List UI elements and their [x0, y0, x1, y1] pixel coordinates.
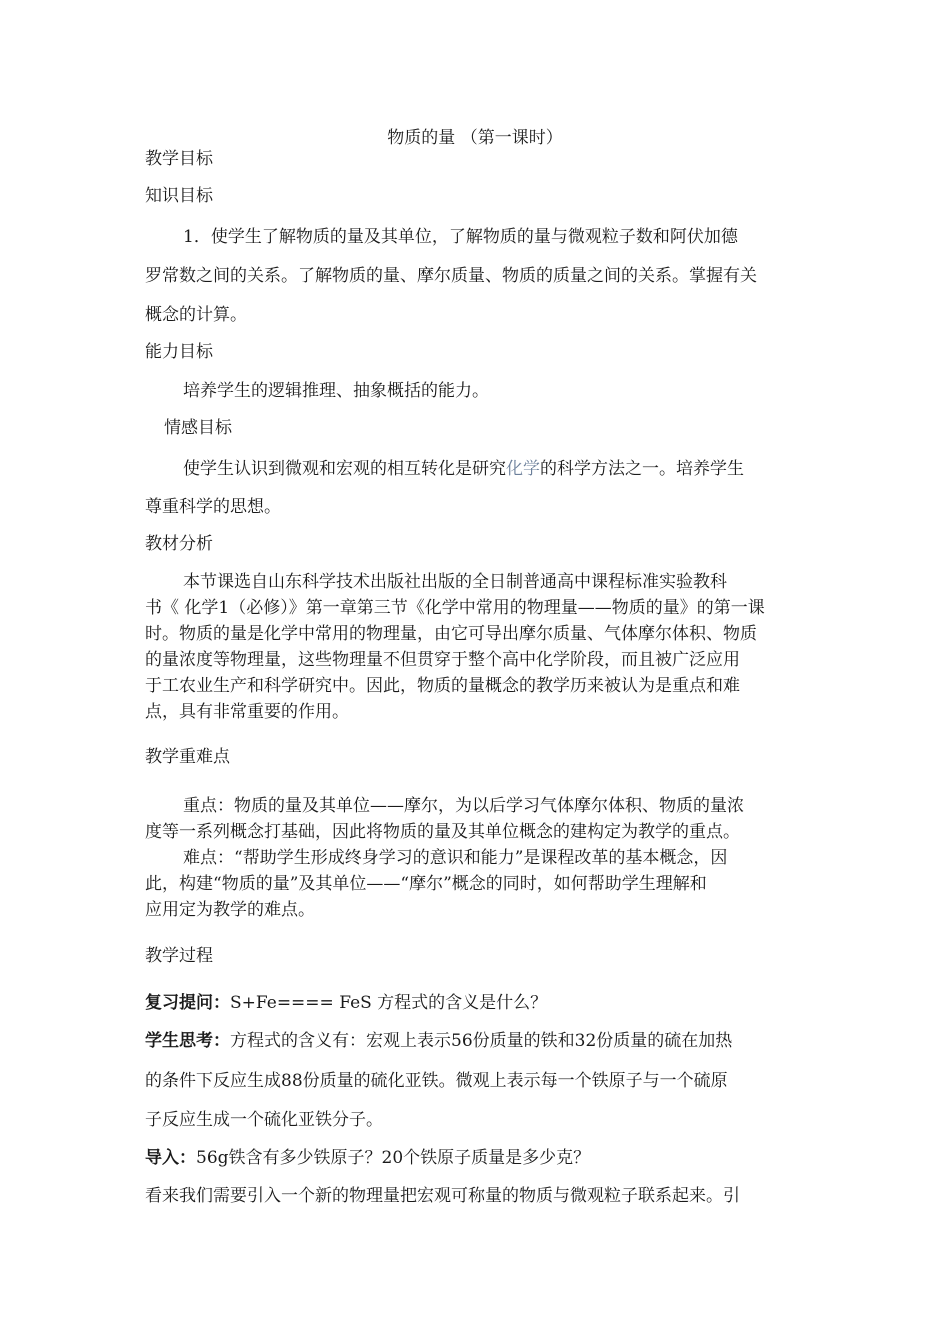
heading-material: 教材分析: [145, 534, 213, 554]
key-points-line-1: 重点：物质的量及其单位——摩尔，为以后学习气体摩尔体积、物质的量浓: [183, 796, 744, 816]
knowledge-line-1: 1．使学生了解物质的量及其单位，了解物质的量与微观粒子数和阿伏加德: [183, 227, 738, 247]
knowledge-line-2: 罗常数之间的关系。了解物质的量、摩尔质量、物质的质量之间的关系。掌握有关: [145, 266, 757, 286]
key-points-line-5: 应用定为教学的难点。: [145, 900, 315, 920]
heading-ability: 能力目标: [145, 342, 213, 362]
material-line-6: 点，具有非常重要的作用。: [145, 702, 349, 722]
document-title: 物质的量 （第一课时）: [387, 128, 563, 148]
intro-text: 56g铁含有多少铁原子？20个铁原子质量是多少克？: [196, 1148, 591, 1168]
emotion-line-2: 尊重科学的思想。: [145, 497, 281, 517]
key-points-line-2: 度等一系列概念打基础，因此将物质的量及其单位概念的建构定为教学的重点。: [145, 822, 740, 842]
review-question: [145, 991, 547, 1015]
heading-process: 教学过程: [145, 946, 213, 966]
material-line-5: 于工农业生产和科学研究中。因此，物质的量概念的教学历来被认为是重点和难: [145, 676, 740, 696]
emotion-line-1-part-c: 的科学方法之一。培养学生: [540, 459, 744, 479]
review-text: S+Fe==== FeS 方程式的含义是什么？: [230, 993, 548, 1013]
material-line-3: 时。物质的量是化学中常用的物理量，由它可导出摩尔质量、气体摩尔体积、物质: [145, 624, 757, 644]
think-line-2: 的条件下反应生成88份质量的硫化亚铁。微观上表示每一个铁原子与一个硫原: [145, 1071, 728, 1091]
material-line-2: 书《 化学1（必修）》第一章第三节《化学中常用的物理量——物质的量》的第一课: [145, 598, 765, 618]
intro: [145, 1146, 590, 1170]
emotion-line-1: [183, 457, 744, 481]
think-line-1: 方程式的含义有：宏观上表示56份质量的铁和32份质量的硫在加热: [230, 1031, 733, 1051]
heading-key-points: 教学重难点: [145, 747, 230, 767]
review-label: 复习提问：: [145, 993, 230, 1013]
heading-objectives: 教学目标: [145, 149, 213, 169]
emotion-line-1-link-chemistry: 化学: [506, 459, 540, 479]
material-line-1: 本节课选自山东科学技术出版社出版的全日制普通高中课程标准实验教科: [183, 572, 727, 592]
think-line-3: 子反应生成一个硫化亚铁分子。: [145, 1110, 383, 1130]
heading-knowledge: 知识目标: [145, 186, 213, 206]
knowledge-line-3: 概念的计算。: [145, 305, 247, 325]
think-label: 学生思考：: [145, 1031, 230, 1051]
material-line-4: 的量浓度等物理量，这些物理量不但贯穿于整个高中化学阶段，而且被广泛应用: [145, 650, 740, 670]
student-think: [145, 1029, 732, 1053]
intro-label: 导入：: [145, 1148, 196, 1168]
emotion-line-1-part-a: 使学生认识到微观和宏观的相互转化是研究: [183, 459, 506, 479]
ability-line-1: 培养学生的逻辑推理、抽象概括的能力。: [183, 381, 489, 401]
heading-emotion: 情感目标: [164, 418, 232, 438]
key-points-line-4: 此，构建“物质的量”及其单位——“摩尔”概念的同时，如何帮助学生理解和: [145, 874, 707, 894]
key-points-line-3: 难点：“帮助学生形成终身学习的意识和能力”是课程改革的基本概念，因: [183, 848, 728, 868]
last-line: 看来我们需要引入一个新的物理量把宏观可称量的物质与微观粒子联系起来。引: [145, 1186, 740, 1206]
